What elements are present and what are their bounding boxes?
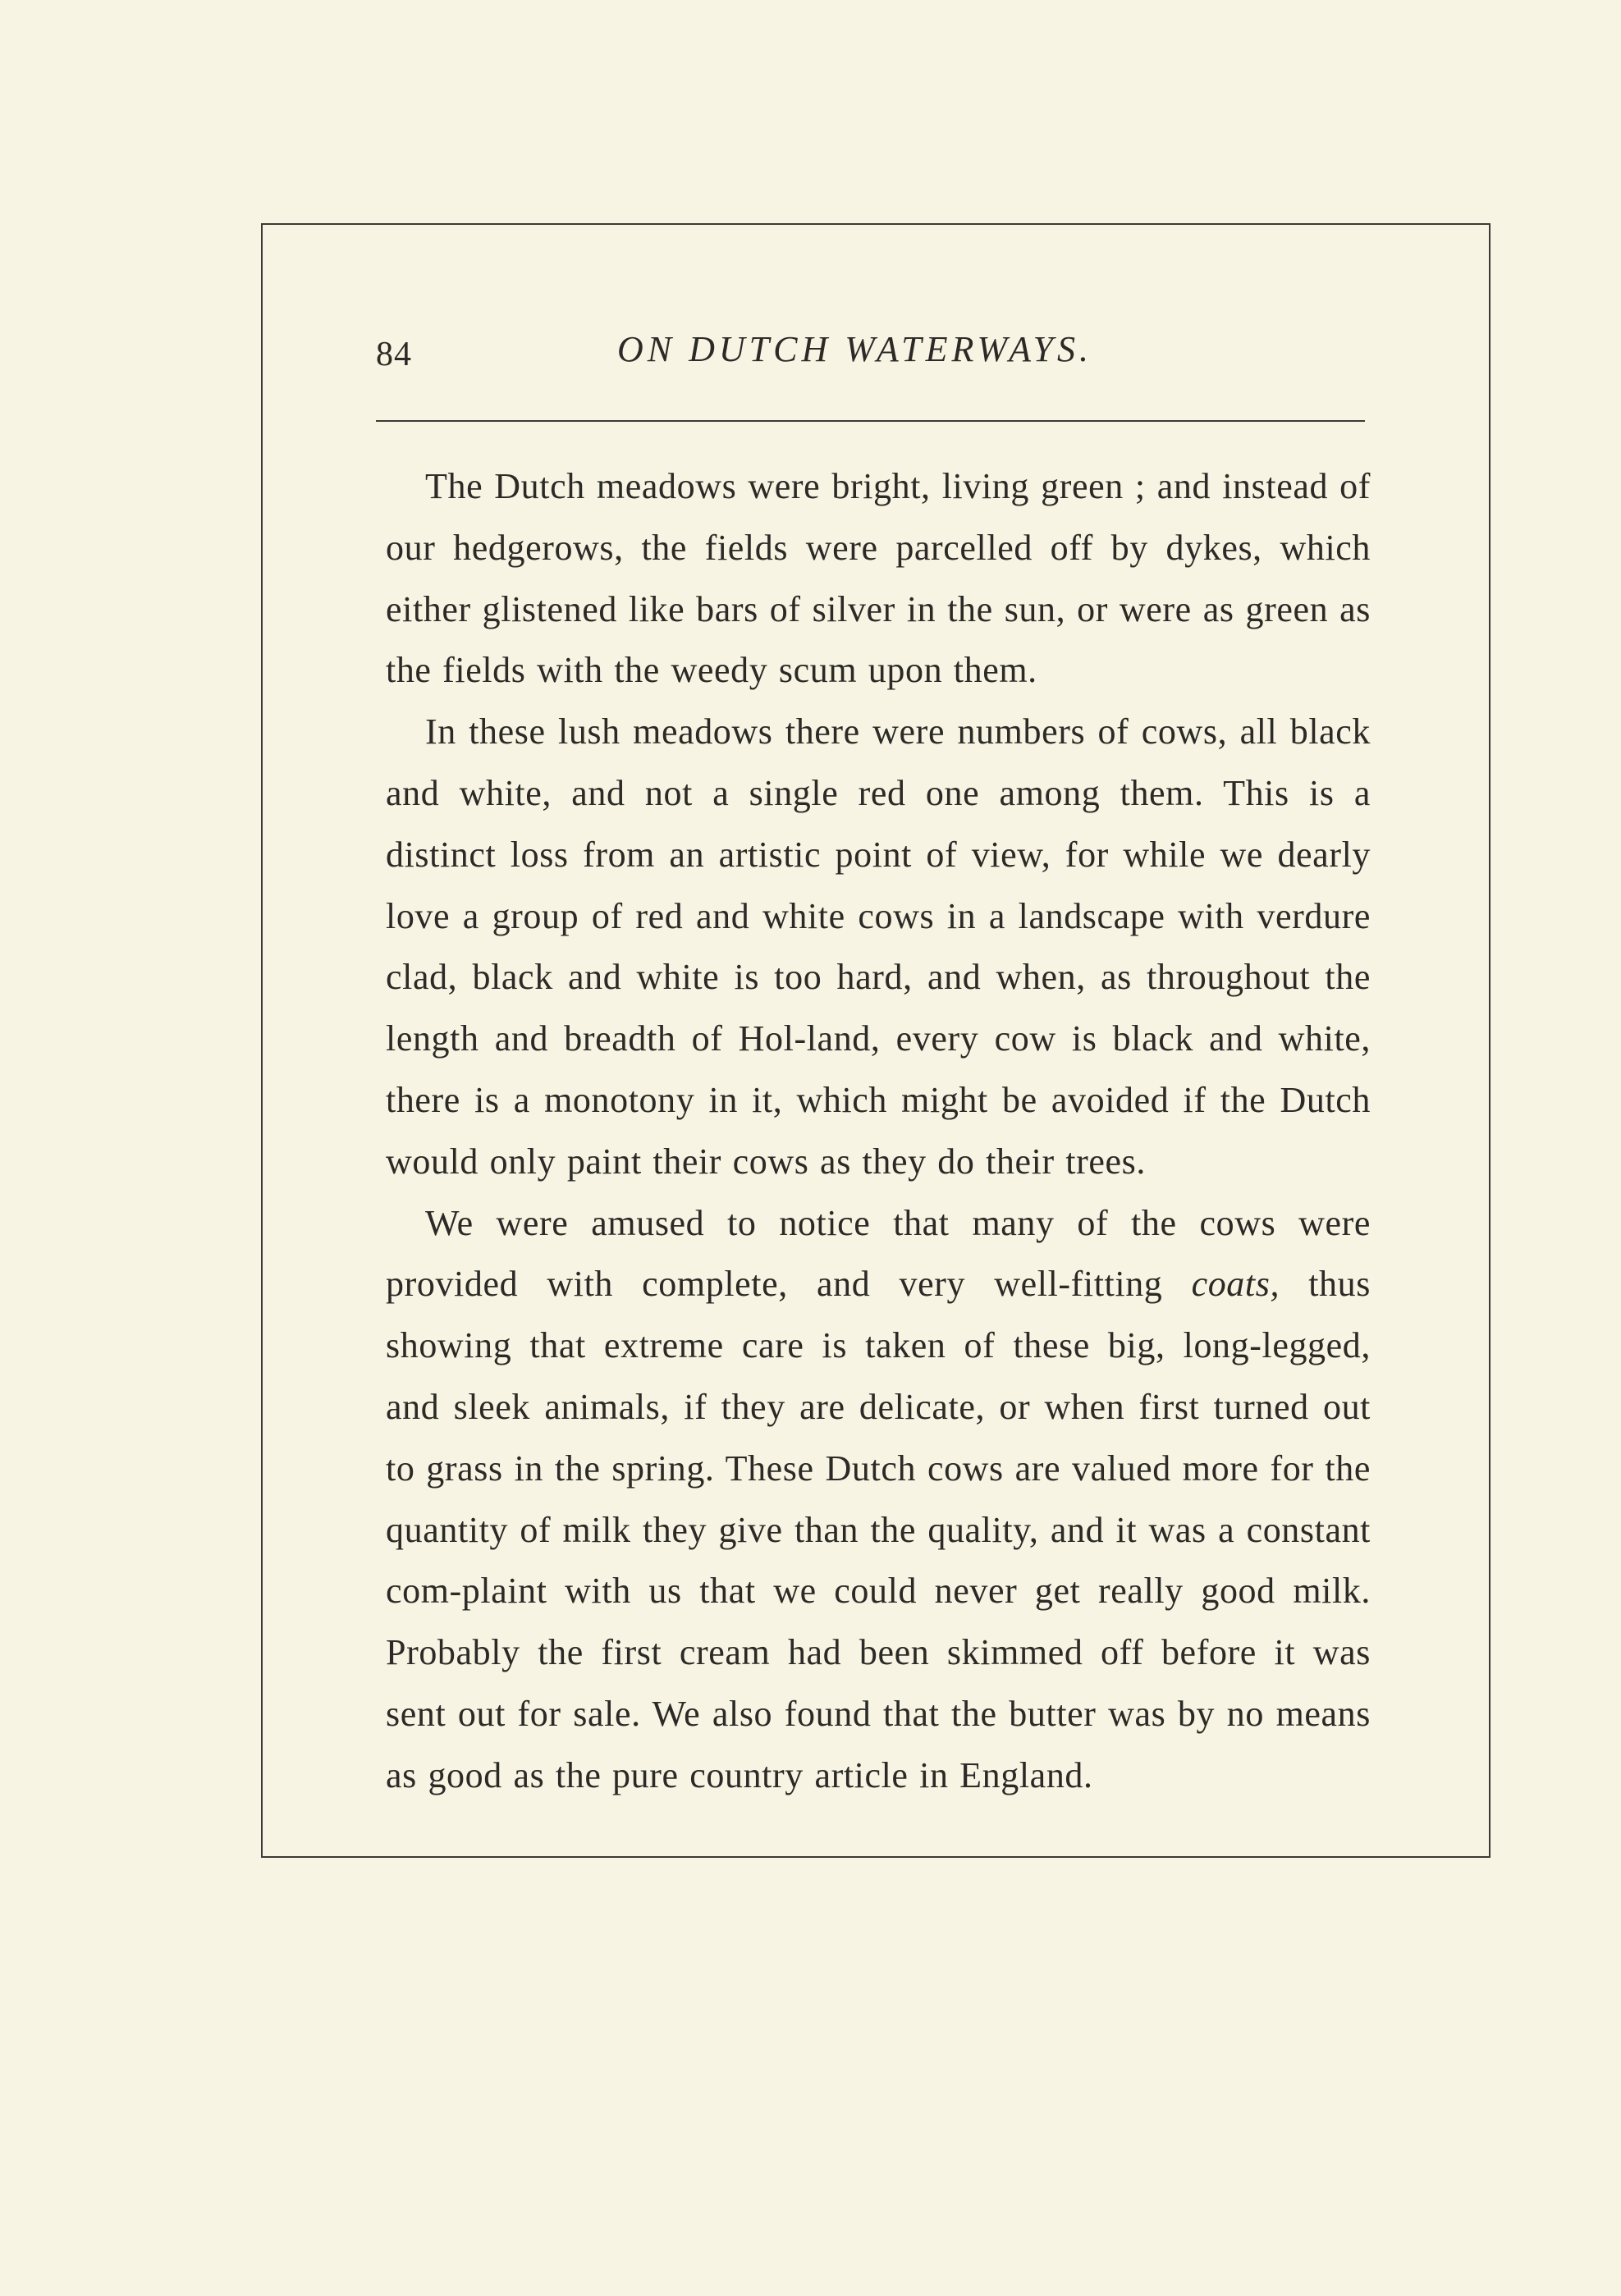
page-frame-right-rule — [1489, 223, 1490, 1858]
page-frame-left-rule — [261, 223, 263, 1858]
paragraph-coats-start: We were amused to notice that many of the cows were provided with complete, and very well-fitting — [386, 1202, 1371, 1305]
paragraph-coats-rest: thus showing that extreme care is taken of these big, long-legged, and sleek animals, if they are delicate, or when first turned out to grass in the spring. These Dutch cows are valued more for the quantity of milk they give than the quality, and it was a constant com-plaint with us that we could never get really good milk. Probably the first cream had been skimmed off before it was sent out for sale. We also found that the butter was by no means as good as the pure country article in England. — [386, 1264, 1371, 1795]
paragraph-coats — [386, 1193, 1371, 1807]
running-title: ON DUTCH WATERWAYS. — [617, 329, 1093, 369]
page-number: 84 — [376, 336, 412, 373]
page-frame-top-rule — [261, 223, 1490, 225]
page-frame-bottom-rule — [261, 1856, 1490, 1858]
header-rule — [376, 420, 1365, 422]
paragraph-meadows: The Dutch meadows were bright, living green ; and instead of our hedgerows, the fields were parcelled off by dykes, which either glistened like bars of silver in the sun, or were as green as the fields with the weedy scum upon them. — [386, 466, 1371, 691]
body-text — [386, 456, 1371, 1807]
italic-word-coats: coats, — [1191, 1264, 1280, 1305]
paragraph-cows: In these lush meadows there were numbers of cows, all black and white, and not a single red one among them. This is a distinct loss from an artistic point of view, for while we dearly love a group of red and white cows in a landscape with verdure clad, black and white is too hard, and when, as throughout the length and breadth of Hol-land, every cow is black and white, there is a monotony in it, which might be avoided if the Dutch would only paint their cows as they do their trees. — [386, 711, 1371, 1182]
running-head — [376, 328, 1361, 386]
